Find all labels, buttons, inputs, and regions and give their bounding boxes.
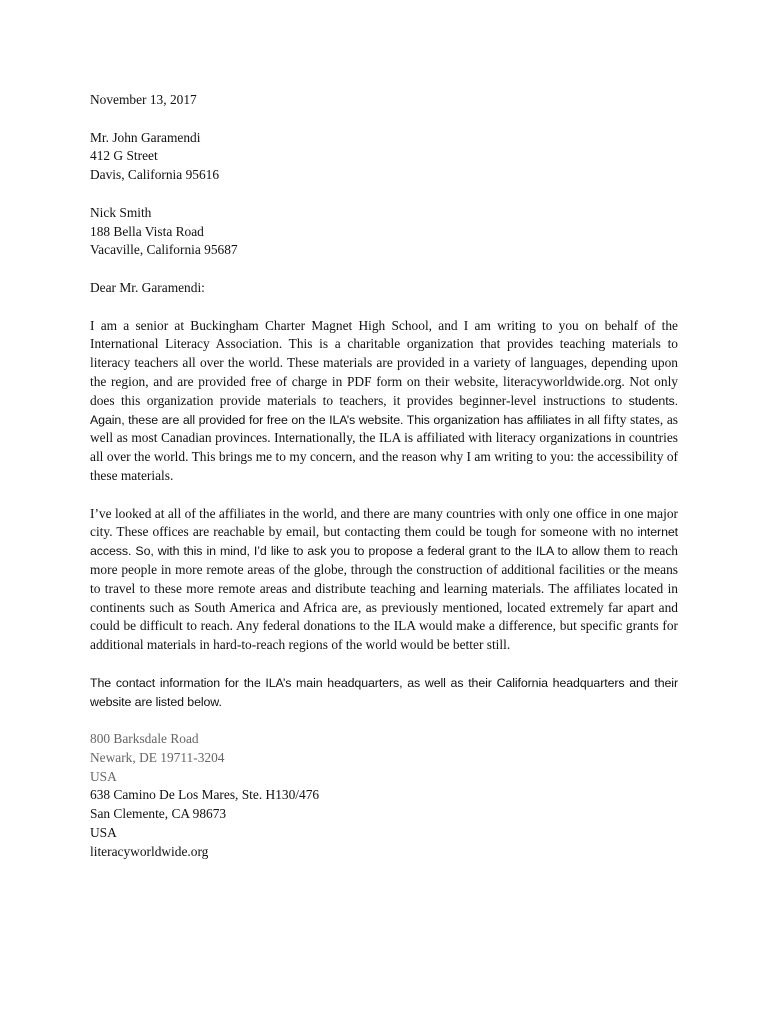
- body-paragraph-2: [90, 505, 678, 655]
- paragraph-1-text-b: students. Again, these are all provided for free on the ILA’s website. This organization has affiliates in all: [90, 393, 678, 427]
- paragraph-1-text-c: fifty states, as well as most Canadian provinces. Internationally, the ILA is affiliated with literacy organizations in countries all over the world. This brings me to my concern, and the reason why I am writing to you: the accessibility of these materials.: [90, 411, 678, 483]
- sender-name: Nick Smith: [90, 204, 152, 220]
- ca-city: San Clemente, CA 98673: [90, 806, 227, 822]
- hq-country: USA: [90, 768, 117, 784]
- recipient-city: Davis, California 95616: [90, 167, 220, 183]
- letter-date: November 13, 2017: [90, 92, 197, 107]
- body-paragraph-3: The contact information for the ILA’s main headquarters, as well as their California headquarters and their website are listed below.: [90, 675, 678, 709]
- body-paragraph-1: [90, 317, 678, 486]
- hq-city: Newark, DE 19711-3204: [90, 749, 225, 765]
- ca-country: USA: [90, 825, 117, 841]
- paragraph-2-text-c: them to reach more people in more remote areas of the globe, through the construction of additional facilities or the means to travel to these more remote areas and distribute teaching and learning materials. The affiliates located in continents such as South America and Africa are, as previously mentioned, located extremely far apart and could be difficult to reach. Any federal donations to the ILA would make a difference, but specific grants for additional materials in hard-to-reach regions of the world would be better still.: [90, 543, 678, 653]
- headquarters-address: [90, 730, 678, 786]
- sender-city: Vacaville, California 95687: [90, 242, 238, 258]
- paragraph-1-text-a: I am a senior at Buckingham Charter Magnet High School, and I am writing to you on behalf of the International Literacy Association. This is a charitable organization that provides teaching materials to literacy teachers all over the world. These materials are provided in a variety of languages, depending upon the region, and are provided free of charge in PDF form on their website, literacyworldwide.org. Not only does this organization provide materials to teachers, it provides beginner-level instructions to: [90, 317, 678, 408]
- recipient-address: [90, 129, 678, 185]
- sender-street: 188 Bella Vista Road: [90, 223, 204, 239]
- website-text: literacyworldwide.org: [90, 843, 209, 859]
- recipient-name: Mr. John Garamendi: [90, 129, 201, 145]
- california-office-address: [90, 786, 678, 842]
- paragraph-2-text-b: internet access. So, with this in mind, I’d like to ask you to propose a federal grant to the ILA to allow: [90, 525, 678, 559]
- paragraph-2-text-a: I’ve looked at all of the affiliates in the world, and there are many countries with only one office in one major city. These offices are reachable by email, but contacting them could be tough for someone with no: [90, 505, 678, 540]
- sender-address: [90, 204, 678, 260]
- hq-street: 800 Barksdale Road: [90, 731, 199, 747]
- recipient-street: 412 G Street: [90, 148, 158, 164]
- salutation: Dear Mr. Garamendi:: [90, 279, 205, 295]
- ca-street: 638 Camino De Los Mares, Ste. H130/476: [90, 787, 320, 803]
